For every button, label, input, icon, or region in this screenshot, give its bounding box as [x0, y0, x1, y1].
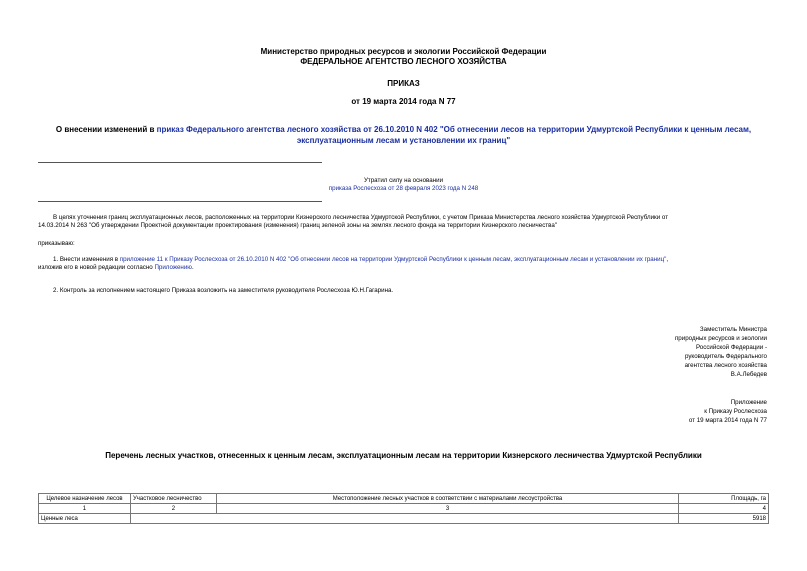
- document-date-number: от 19 марта 2014 года N 77: [351, 97, 456, 106]
- title-prefix: О внесении изменений в: [55, 125, 157, 134]
- table-header-cell: Целевое назначение лесов: [39, 494, 131, 504]
- table-number-cell: 2: [130, 504, 216, 514]
- signature-line: природных ресурсов и экологии: [674, 334, 767, 342]
- appendix-line: от 19 марта 2014 года N 77: [688, 416, 767, 424]
- table-number-cell: 1: [39, 504, 131, 514]
- appendix-line: Приложение: [730, 399, 767, 406]
- signature-line: Российской Федерации -: [695, 343, 767, 351]
- item-1-end: .: [191, 264, 194, 271]
- table-row: [39, 514, 769, 524]
- signature-block: [675, 326, 767, 379]
- separator-bottom: [38, 201, 322, 202]
- table-number-row: [39, 504, 769, 514]
- appendix-heading: Перечень лесных участков, отнесенных к ценным лесам, эксплуатационным лесам на территории Кизнерского лесничества Удмуртской Республики: [105, 451, 702, 460]
- table-header-cell: Участковое лесничество: [130, 494, 216, 504]
- appendix-reference: [689, 399, 767, 426]
- item-1-line-2: [38, 264, 194, 273]
- preamble-line-1: В целях уточнения границ эксплуатационных лесов, расположенных на территории Кизнерского лесничества Удмуртской Республики, с учетом Приказа Министерства лесного хозяйства Удмуртской Республики от: [53, 214, 669, 221]
- status-lost-force: Утратил силу на основании: [363, 177, 444, 184]
- preamble-line-2: 14.03.2014 N 263 "Об утверждении Проектной документации проектирования (изменения) границ зеленой зоны на землях лесного фонда на территории Кизнерского лесничества": [38, 222, 557, 229]
- title-amended-order-link[interactable]: приказ Федерального агентства лесного хозяйства от 26.10.2010 N 402 "Об отнесении лесов на территории Удмуртской Республики к ценным лесам, эксплуатационным лесам и установлении их границ": [156, 125, 752, 145]
- status-basis-link[interactable]: приказа Рослесхоза от 28 февраля 2023 года N 248: [328, 185, 479, 192]
- table-header-cell: Местоположение лесных участков в соответствии с материалами лесоустройства: [216, 494, 678, 504]
- separator-top: [38, 162, 322, 163]
- signature-line: руководитель Федерального: [684, 352, 767, 360]
- table-cell: [130, 514, 678, 524]
- table-cell: Ценные леса: [39, 514, 131, 524]
- item-1-appendix-link[interactable]: приложение 11 к Приказу Рослесхоза от 26.10.2010 N 402 "Об отнесении лесов на территории Удмуртской Республики к ценным лесам, эксплуатационным лесам и установлении их границ": [119, 256, 667, 263]
- table-number-cell: 3: [216, 504, 678, 514]
- ministry-name: Министерство природных ресурсов и экологии Российской Федерации: [260, 47, 547, 56]
- order-word: приказываю:: [38, 240, 75, 247]
- signature-line: Заместитель Министра: [699, 326, 767, 333]
- signature-line: агентства лесного хозяйства: [684, 361, 767, 369]
- table-header-cell: Площадь, га: [679, 494, 769, 504]
- document-title: [40, 124, 767, 146]
- item-1-line-2-prefix: изложив его в новой редакции согласно: [38, 264, 155, 271]
- table-number-cell: 4: [679, 504, 769, 514]
- item-1-appendix-ref-link[interactable]: Приложению: [154, 264, 192, 271]
- document-type: ПРИКАЗ: [387, 79, 420, 88]
- item-1-prefix: 1. Внести изменения в: [53, 256, 120, 263]
- forest-plots-table: [38, 493, 769, 524]
- item-2: 2. Контроль за исполнением настоящего Приказа возложить на заместителя руководителя Рослесхоза Ю.Н.Гагарина.: [53, 287, 394, 294]
- item-1-comma: ,: [666, 256, 669, 263]
- signature-name: В.А.Лебедев: [730, 370, 767, 378]
- table-header-row: [39, 494, 769, 504]
- appendix-line: к Приказу Рослесхоза: [704, 407, 767, 415]
- table-cell-area: 5918: [679, 514, 769, 524]
- agency-name: ФЕДЕРАЛЬНОЕ АГЕНТСТВО ЛЕСНОГО ХОЗЯЙСТВА: [300, 57, 507, 66]
